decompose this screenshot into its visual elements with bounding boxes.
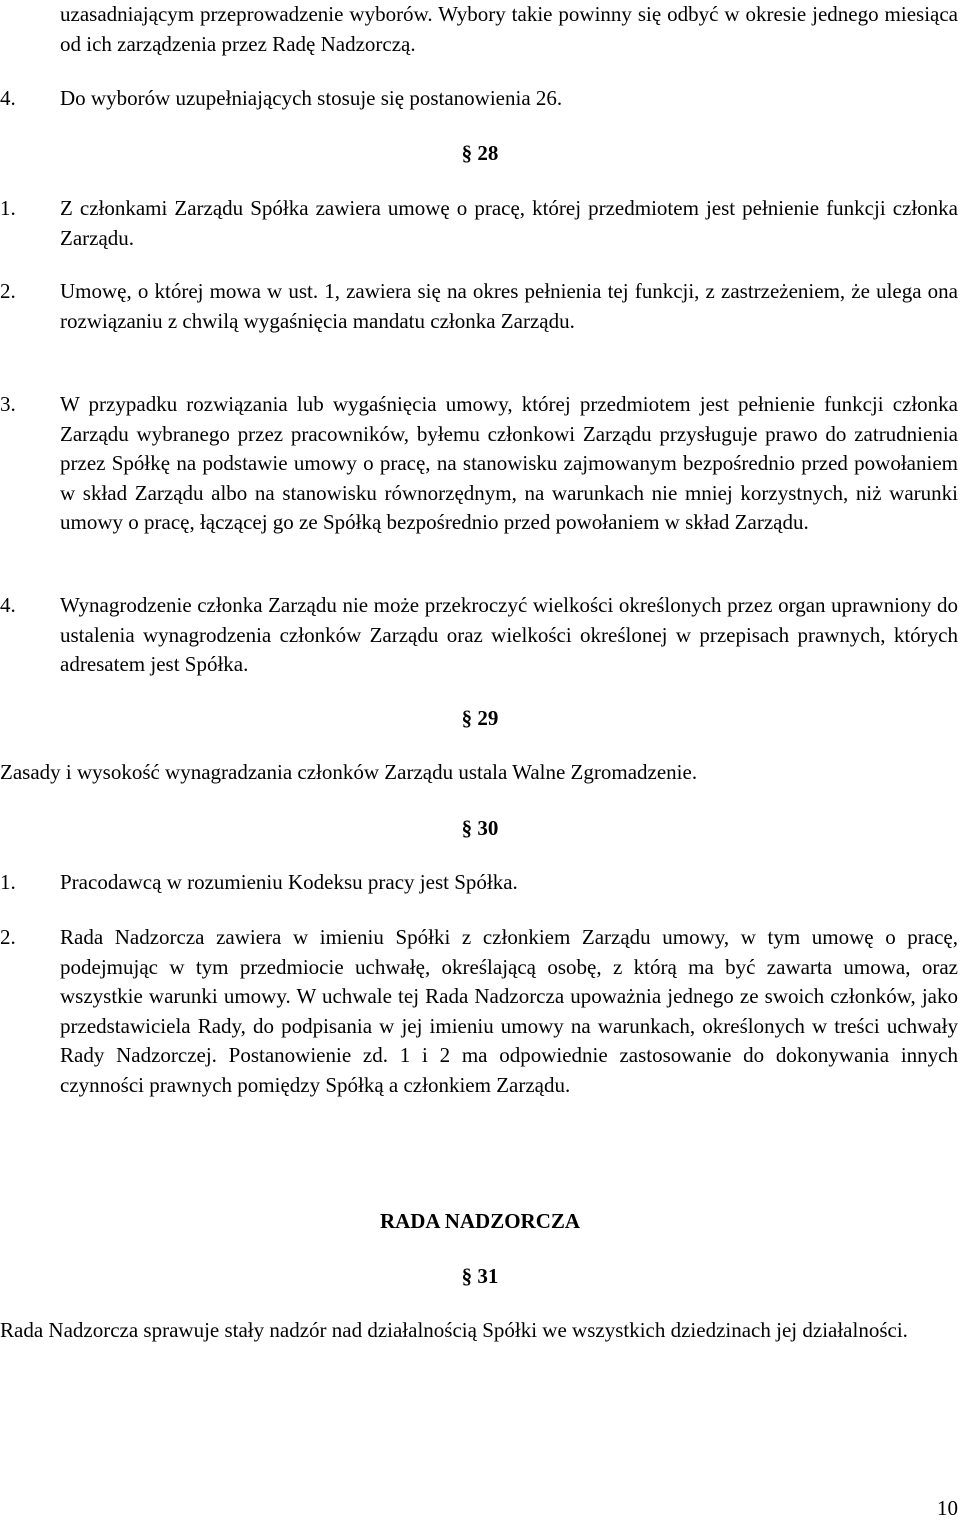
chapter-title: RADA NADZORCZA (379, 1209, 581, 1233)
list-item (0, 84, 958, 114)
item-number: 3. (0, 392, 16, 416)
item-number: 2. (0, 925, 16, 949)
section-heading-29: § 29 (461, 706, 499, 730)
list-item (0, 591, 958, 680)
item-text: Wynagrodzenie członka Zarządu nie może przekroczyć wielkości określonych przez organ uprawniony do ustalenia wynagrodzenia członków Zarządu oraz wielkości określonej w przepisach prawnych, których adresatem jest Spółka. (60, 593, 958, 676)
list-item (0, 923, 958, 1100)
item-number: 1. (0, 870, 16, 894)
item-number: 4. (0, 593, 16, 617)
item-text: Do wyborów uzupełniających stosuje się postanowienia 26. (60, 86, 563, 110)
item-number: 1. (0, 196, 16, 220)
section-29-paragraph: Zasady i wysokość wynagradzania członków Zarządu ustala Walne Zgromadzenie. (0, 760, 698, 784)
list-item (0, 868, 958, 898)
list-item (0, 390, 958, 538)
section-heading-28: § 28 (461, 141, 499, 165)
section-heading-30: § 30 (461, 816, 499, 840)
item-text: Rada Nadzorcza zawiera w imieniu Spółki z członkiem Zarządu umowy, w tym umowę o pracę, podejmując w tym przedmiocie uchwałę, określającą osobę, z którą ma być zawarta umowa, oraz wszystkie warunki umowy. W uchwale tej Rada Nadzorcza upoważnia jednego ze swoich członków, jako przedstawiciela Rady, do podpisania w jej imieniu umowy na warunkach, określonych w treści uchwały Rady Nadzorczej. Postanowienie zd. 1 i 2 ma odpowiednie zastosowanie do dokonywania innych czynności prawnych pomiędzy Spółką a członkiem Zarządu. (60, 925, 958, 1097)
list-item (0, 194, 958, 253)
item-number: 2. (0, 279, 16, 303)
section-31-paragraph: Rada Nadzorcza sprawuje stały nadzór nad działalnością Spółki we wszystkich dziedzinach jej działalności. (0, 1318, 908, 1342)
item-text: Umowę, o której mowa w ust. 1, zawiera się na okres pełnienia tej funkcji, z zastrzeżeniem, że ulega ona rozwiązaniu z chwilą wygaśnięcia mandatu członka Zarządu. (60, 279, 958, 333)
item-text: Z członkami Zarządu Spółka zawiera umowę o pracę, której przedmiotem jest pełnienie funkcji członka Zarządu. (60, 196, 958, 250)
item-text: Pracodawcą w rozumieniu Kodeksu pracy jest Spółka. (60, 870, 518, 894)
section-heading-31: § 31 (461, 1264, 499, 1288)
intro-paragraph: uzasadniającym przeprowadzenie wyborów. Wybory takie powinny się odbyć w okresie jednego miesiąca od ich zarządzenia przez Radę Nadzorczą. (60, 2, 958, 56)
page-number: 10 (937, 1496, 958, 1520)
item-number: 4. (0, 86, 16, 110)
item-text: W przypadku rozwiązania lub wygaśnięcia umowy, której przedmiotem jest pełnienie funkcji członka Zarządu wybranego przez pracowników, byłemu członkowi Zarządu przysługuje prawo do zatrudnienia przez Spółkę na podstawie umowy o pracę, na stanowisku zajmowanym bezpośrednio przed powołaniem w skład Zarządu albo na stanowisku równorzędnym, na warunkach nie mniej korzystnych, niż warunki umowy o pracę, łączącej go ze Spółką bezpośrednio przed powołaniem w skład Zarządu. (60, 392, 958, 534)
list-item (0, 277, 958, 336)
